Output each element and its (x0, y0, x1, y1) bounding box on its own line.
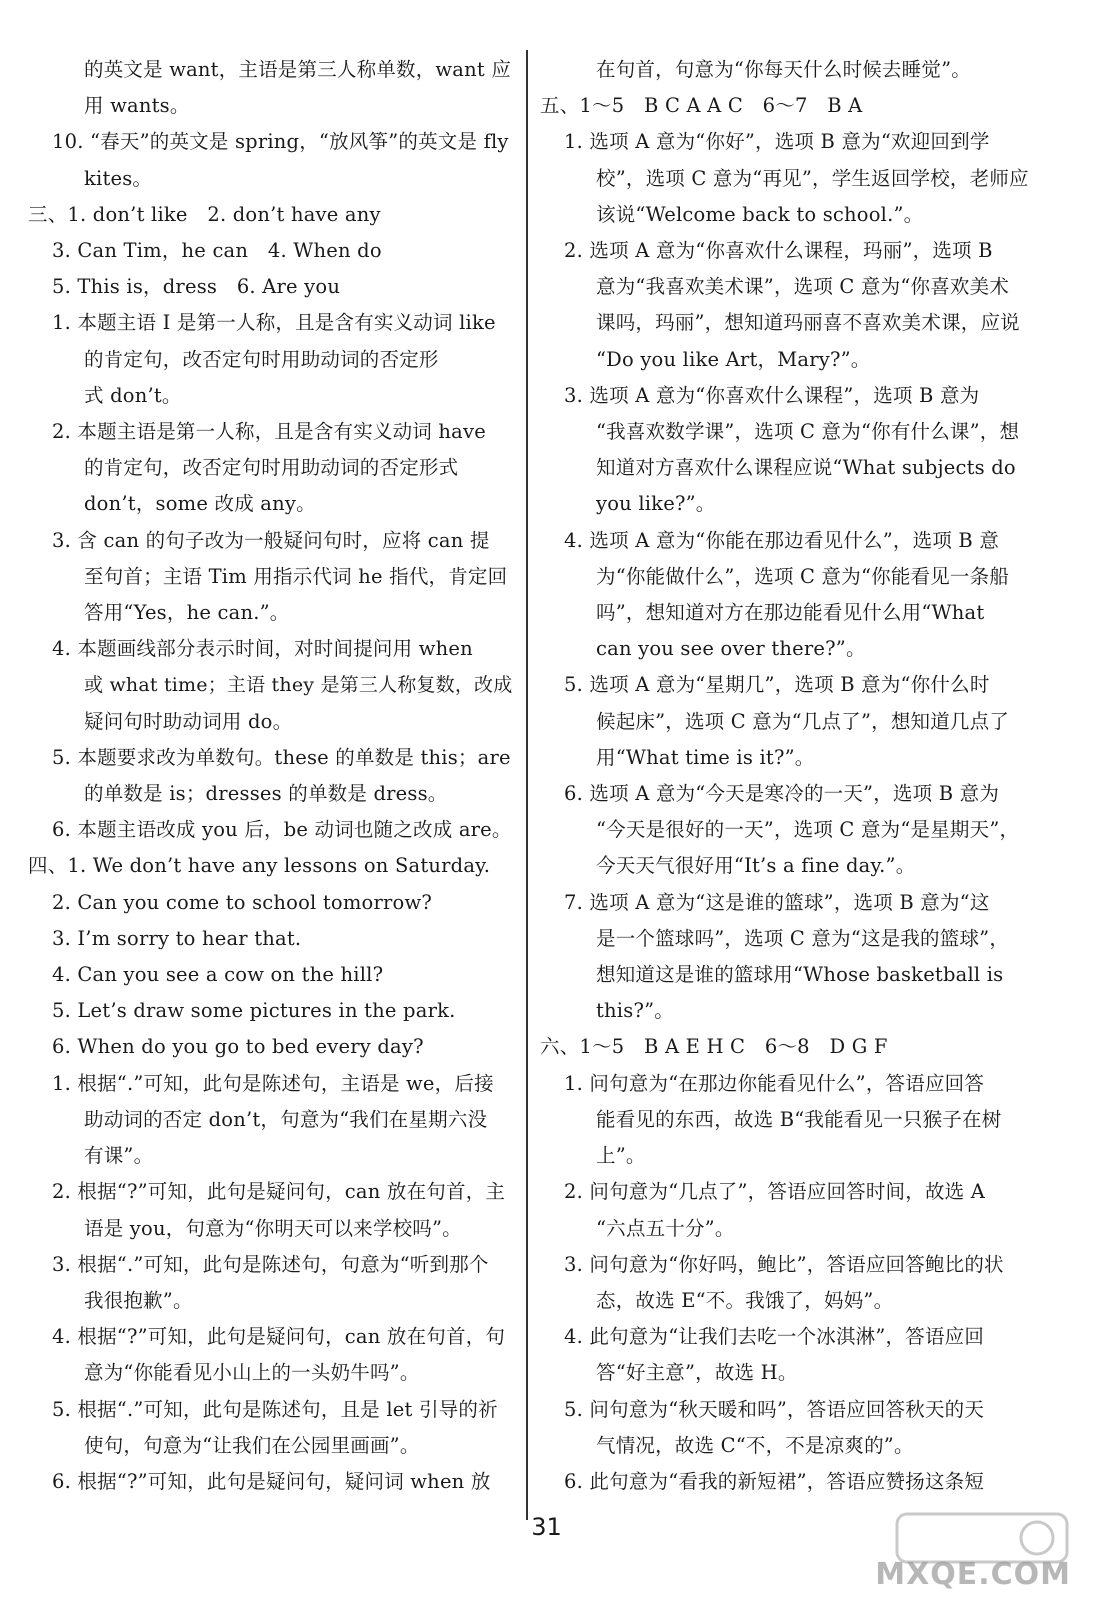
text-line: 意为“你能看见小山上的一头奶牛吗”。 (84, 1361, 420, 1385)
text-line: 的英文是 want，主语是第三人称单数，want 应 (84, 58, 512, 81)
text-line: 候起床”，选项 C 意为“几点了”，想知道几点了 (596, 709, 1010, 733)
text-line: 6. 此句意为“看我的新短裙”，答语应赞扬这条短 (564, 1469, 985, 1493)
watermark-text: MXQE.COM (875, 1557, 1071, 1592)
text-line: 3. I’m sorry to hear that. (52, 926, 302, 950)
text-line: 式 don’t。 (84, 383, 182, 407)
text-line: kites。 (84, 166, 153, 190)
text-line: 气情况，故选 C“不，不是凉爽的”。 (596, 1433, 914, 1457)
text-line: 课吗，玛丽”，想知道玛丽喜不喜欢美术课，应说 (596, 311, 1020, 335)
text-line: 5. 问句意为“秋天暖和吗”，答语应回答秋天的天 (564, 1397, 985, 1421)
text-line: 1. 问句意为“在那边你能看见什么”，答语应回答 (564, 1071, 985, 1095)
text-line: 1. 根据“.”可知，此句是陈述句，主语是 we，后接 (52, 1071, 494, 1095)
text-line: 4. 根据“?”可知，此句是疑问句，can 放在句首，句 (52, 1325, 506, 1349)
page-number: 31 (531, 1513, 562, 1541)
text-line: 5. 根据“.”可知，此句是陈述句，且是 let 引导的祈 (52, 1397, 498, 1421)
text-line: “六点五十分”。 (596, 1216, 735, 1240)
column-divider (526, 50, 528, 1520)
text-line: 能看见的东西，故选 B“我能看见一只猴子在树 (596, 1107, 1002, 1131)
text-line: 6. When do you go to bed every day? (52, 1035, 424, 1059)
text-line: 6. 本题主语改成 you 后，be 动词也随之改成 are。 (52, 818, 512, 842)
text-line: 答“好主意”，故选 H。 (596, 1361, 798, 1385)
text-line: 三、1. don’t like 2. don’t have any (28, 202, 381, 226)
text-line: 2. 问句意为“几点了”，答语应回答时间，故选 A (564, 1180, 986, 1204)
text-line: “Do you like Art，Mary?”。 (596, 347, 871, 371)
text-line: 用“What time is it?”。 (596, 745, 815, 769)
text-line: 答用“Yes，he can.”。 (84, 601, 290, 625)
text-line: 吗”，想知道对方在那边能看见什么用“What (596, 601, 985, 625)
text-line: 1. 本题主语 I 是第一人称，且是含有实义动词 like (52, 311, 496, 335)
text-line: 4. Can you see a cow on the hill? (52, 963, 384, 987)
text-line: you like?”。 (596, 492, 716, 516)
text-line: 5. 选项 A 意为“星期几”，选项 B 意为“你什么时 (564, 673, 990, 697)
text-line: 6. 选项 A 意为“今天是寒冷的一天”，选项 B 意为 (564, 782, 1000, 806)
text-line: 4. 此句意为“让我们去吃一个冰淇淋”，答语应回 (564, 1325, 985, 1349)
text-line: 语是 you，句意为“你明天可以来学校吗”。 (84, 1216, 462, 1240)
text-line: 想知道这是谁的篮球用“Whose basketball is (596, 963, 1004, 987)
text-line: 7. 选项 A 意为“这是谁的篮球”，选项 B 意为“这 (564, 890, 990, 914)
text-line: “我喜欢数学课”，选项 C 意为“你有什么课”，想 (596, 420, 1020, 444)
text-line: 态，故选 E“不。我饿了，妈妈”。 (596, 1288, 894, 1312)
text-line: 4. 本题画线部分表示时间，对时间提问用 when (52, 637, 473, 661)
text-line: 2. 本题主语是第一人称，且是含有实义动词 have (52, 420, 486, 444)
text-line: 至句首；主语 Tim 用指示代词 he 指代，肯定回 (84, 564, 508, 588)
text-line: 3. 含 can 的句子改为一般疑问句时，应将 can 提 (52, 528, 490, 552)
text-line: 知道对方喜欢什么课程应说“What subjects do (596, 456, 1016, 480)
text-line: 5. 本题要求改为单数句。these 的单数是 this；are (52, 745, 511, 769)
text-line: 使句，句意为“让我们在公园里画画”。 (84, 1433, 420, 1457)
text-line: 的肯定句，改否定句时用助动词的否定形式 (84, 456, 459, 480)
text-line: 2. 选项 A 意为“你喜欢什么课程，玛丽”，选项 B (564, 239, 993, 263)
text-line: 6. 根据“?”可知，此句是疑问句，疑问词 when 放 (52, 1469, 491, 1493)
text-line: 3. Can Tim，he can 4. When do (52, 239, 382, 263)
text-line: 校”，选项 C 意为“再见”，学生返回学校，老师应 (596, 166, 1029, 190)
text-line: 3. 选项 A 意为“你喜欢什么课程”，选项 B 意为 (564, 383, 980, 407)
text-line: 该说“Welcome back to school.”。 (596, 202, 924, 226)
text-line: 2. Can you come to school tomorrow? (52, 890, 433, 914)
text-line: 上”。 (596, 1144, 646, 1168)
text-line: 助动词的否定 don’t，句意为“我们在星期六没 (84, 1107, 488, 1131)
text-line: 4. 选项 A 意为“你能在那边看见什么”，选项 B 意 (564, 528, 1000, 552)
text-line: 在句首，句意为“你每天什么时候去睡觉”。 (596, 58, 971, 81)
text-line: don’t，some 改成 any。 (84, 492, 316, 516)
text-line: 1. 选项 A 意为“你好”，选项 B 意为“欢迎回到学 (564, 130, 990, 154)
text-line: 5. This is，dress 6. Are you (52, 275, 341, 299)
text-line: this?”。 (596, 999, 674, 1023)
text-line: 意为“我喜欢美术课”，选项 C 意为“你喜欢美术 (596, 275, 1010, 299)
text-line: 为“你能做什么”，选项 C 意为“你能看见一条船 (596, 564, 1010, 588)
text-line: 有课”。 (84, 1144, 154, 1168)
text-line: 2. 根据“?”可知，此句是疑问句，can 放在句首，主 (52, 1180, 506, 1204)
text-line: 五、1～5 B C A A C 6～7 B A (540, 94, 863, 118)
text-line: 的单数是 is；dresses 的单数是 dress。 (84, 782, 448, 806)
text-line: 四、1. We don’t have any lessons on Saturday. (28, 854, 491, 878)
text-line: 3. 问句意为“你好吗，鲍比”，答语应回答鲍比的状 (564, 1252, 1004, 1276)
text-line: 的肯定句，改否定句时用助动词的否定形 (84, 347, 439, 371)
text-line: 今天天气很好用“It’s a fine day.”。 (596, 854, 916, 878)
left-column (28, 52, 518, 1500)
text-line: 用 wants。 (84, 94, 190, 118)
text-line: 是一个篮球吗”，选项 C 意为“这是我的篮球”， (596, 926, 1010, 950)
text-line: 5. Let’s draw some pictures in the park. (52, 999, 456, 1023)
text-line: 3. 根据“.”可知，此句是陈述句，句意为“听到那个 (52, 1252, 489, 1276)
text-line: “今天是很好的一天”，选项 C 意为“是星期天”， (596, 818, 1020, 842)
right-column (540, 52, 1040, 1500)
text-line: 或 what time；主语 they 是第三人称复数，改成 (84, 674, 513, 697)
text-line: 疑问句时助动词用 do。 (84, 709, 293, 733)
text-line: 10. “春天”的英文是 spring，“放风筝”的英文是 fly (52, 130, 509, 154)
text-line: can you see over there?”。 (596, 637, 866, 661)
text-line: 六、1～5 B A E H C 6～8 D G F (540, 1035, 888, 1059)
text-line: 我很抱歉”。 (84, 1288, 193, 1312)
